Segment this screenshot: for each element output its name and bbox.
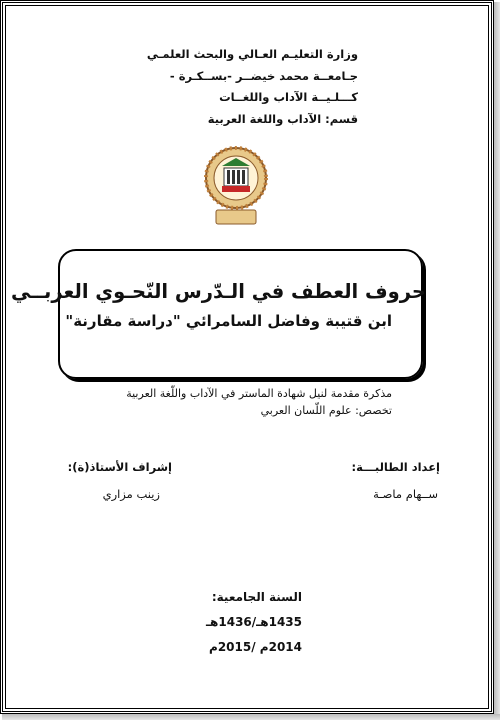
- page-shadow-bottom: [2, 714, 500, 720]
- academic-year-label: السنة الجامعية:: [211, 590, 302, 604]
- academic-year-gregorian: 2014م /2015م: [209, 640, 302, 654]
- supervisor-name: زينب مزاري: [102, 487, 160, 501]
- ministry-name: وزارة التعليـم العـالي والبحث العلمـي: [146, 47, 358, 61]
- institution-header: [58, 44, 358, 130]
- memo-degree: مذكرة مقدمة لنيل شهادة الماستر في الآداب واللّغة العربية: [126, 387, 392, 400]
- memo-description: [126, 385, 392, 419]
- student-name: ســهام ماصـة: [373, 487, 438, 501]
- university-name: جـامعــة محمد خيضــر -بســكـرة -: [169, 68, 358, 83]
- memo-specialization: تخصص: علوم اللّسان العربي: [260, 404, 392, 417]
- department-name: قسم: الآداب واللغة العربية: [207, 111, 358, 126]
- supervisor-label: إشراف الأستاذ(ة):: [67, 460, 172, 474]
- academic-year-hijri: 1435هـ/1436هـ: [205, 615, 302, 629]
- prepared-by-label: إعداد الطالبـــة:: [351, 460, 440, 474]
- page-shadow-right: [494, 2, 500, 718]
- faculty-name: كـــلـيــة الآداب واللغــات: [219, 90, 358, 104]
- thesis-title: حروف العطف في الـدّرس النّحـوي العربــي: [10, 280, 426, 303]
- academic-year: [182, 585, 302, 660]
- university-logo-icon: [204, 146, 268, 228]
- thesis-subtitle: ابن قتيبة وفاضل السامرائي "دراسة مقارنة": [65, 312, 392, 330]
